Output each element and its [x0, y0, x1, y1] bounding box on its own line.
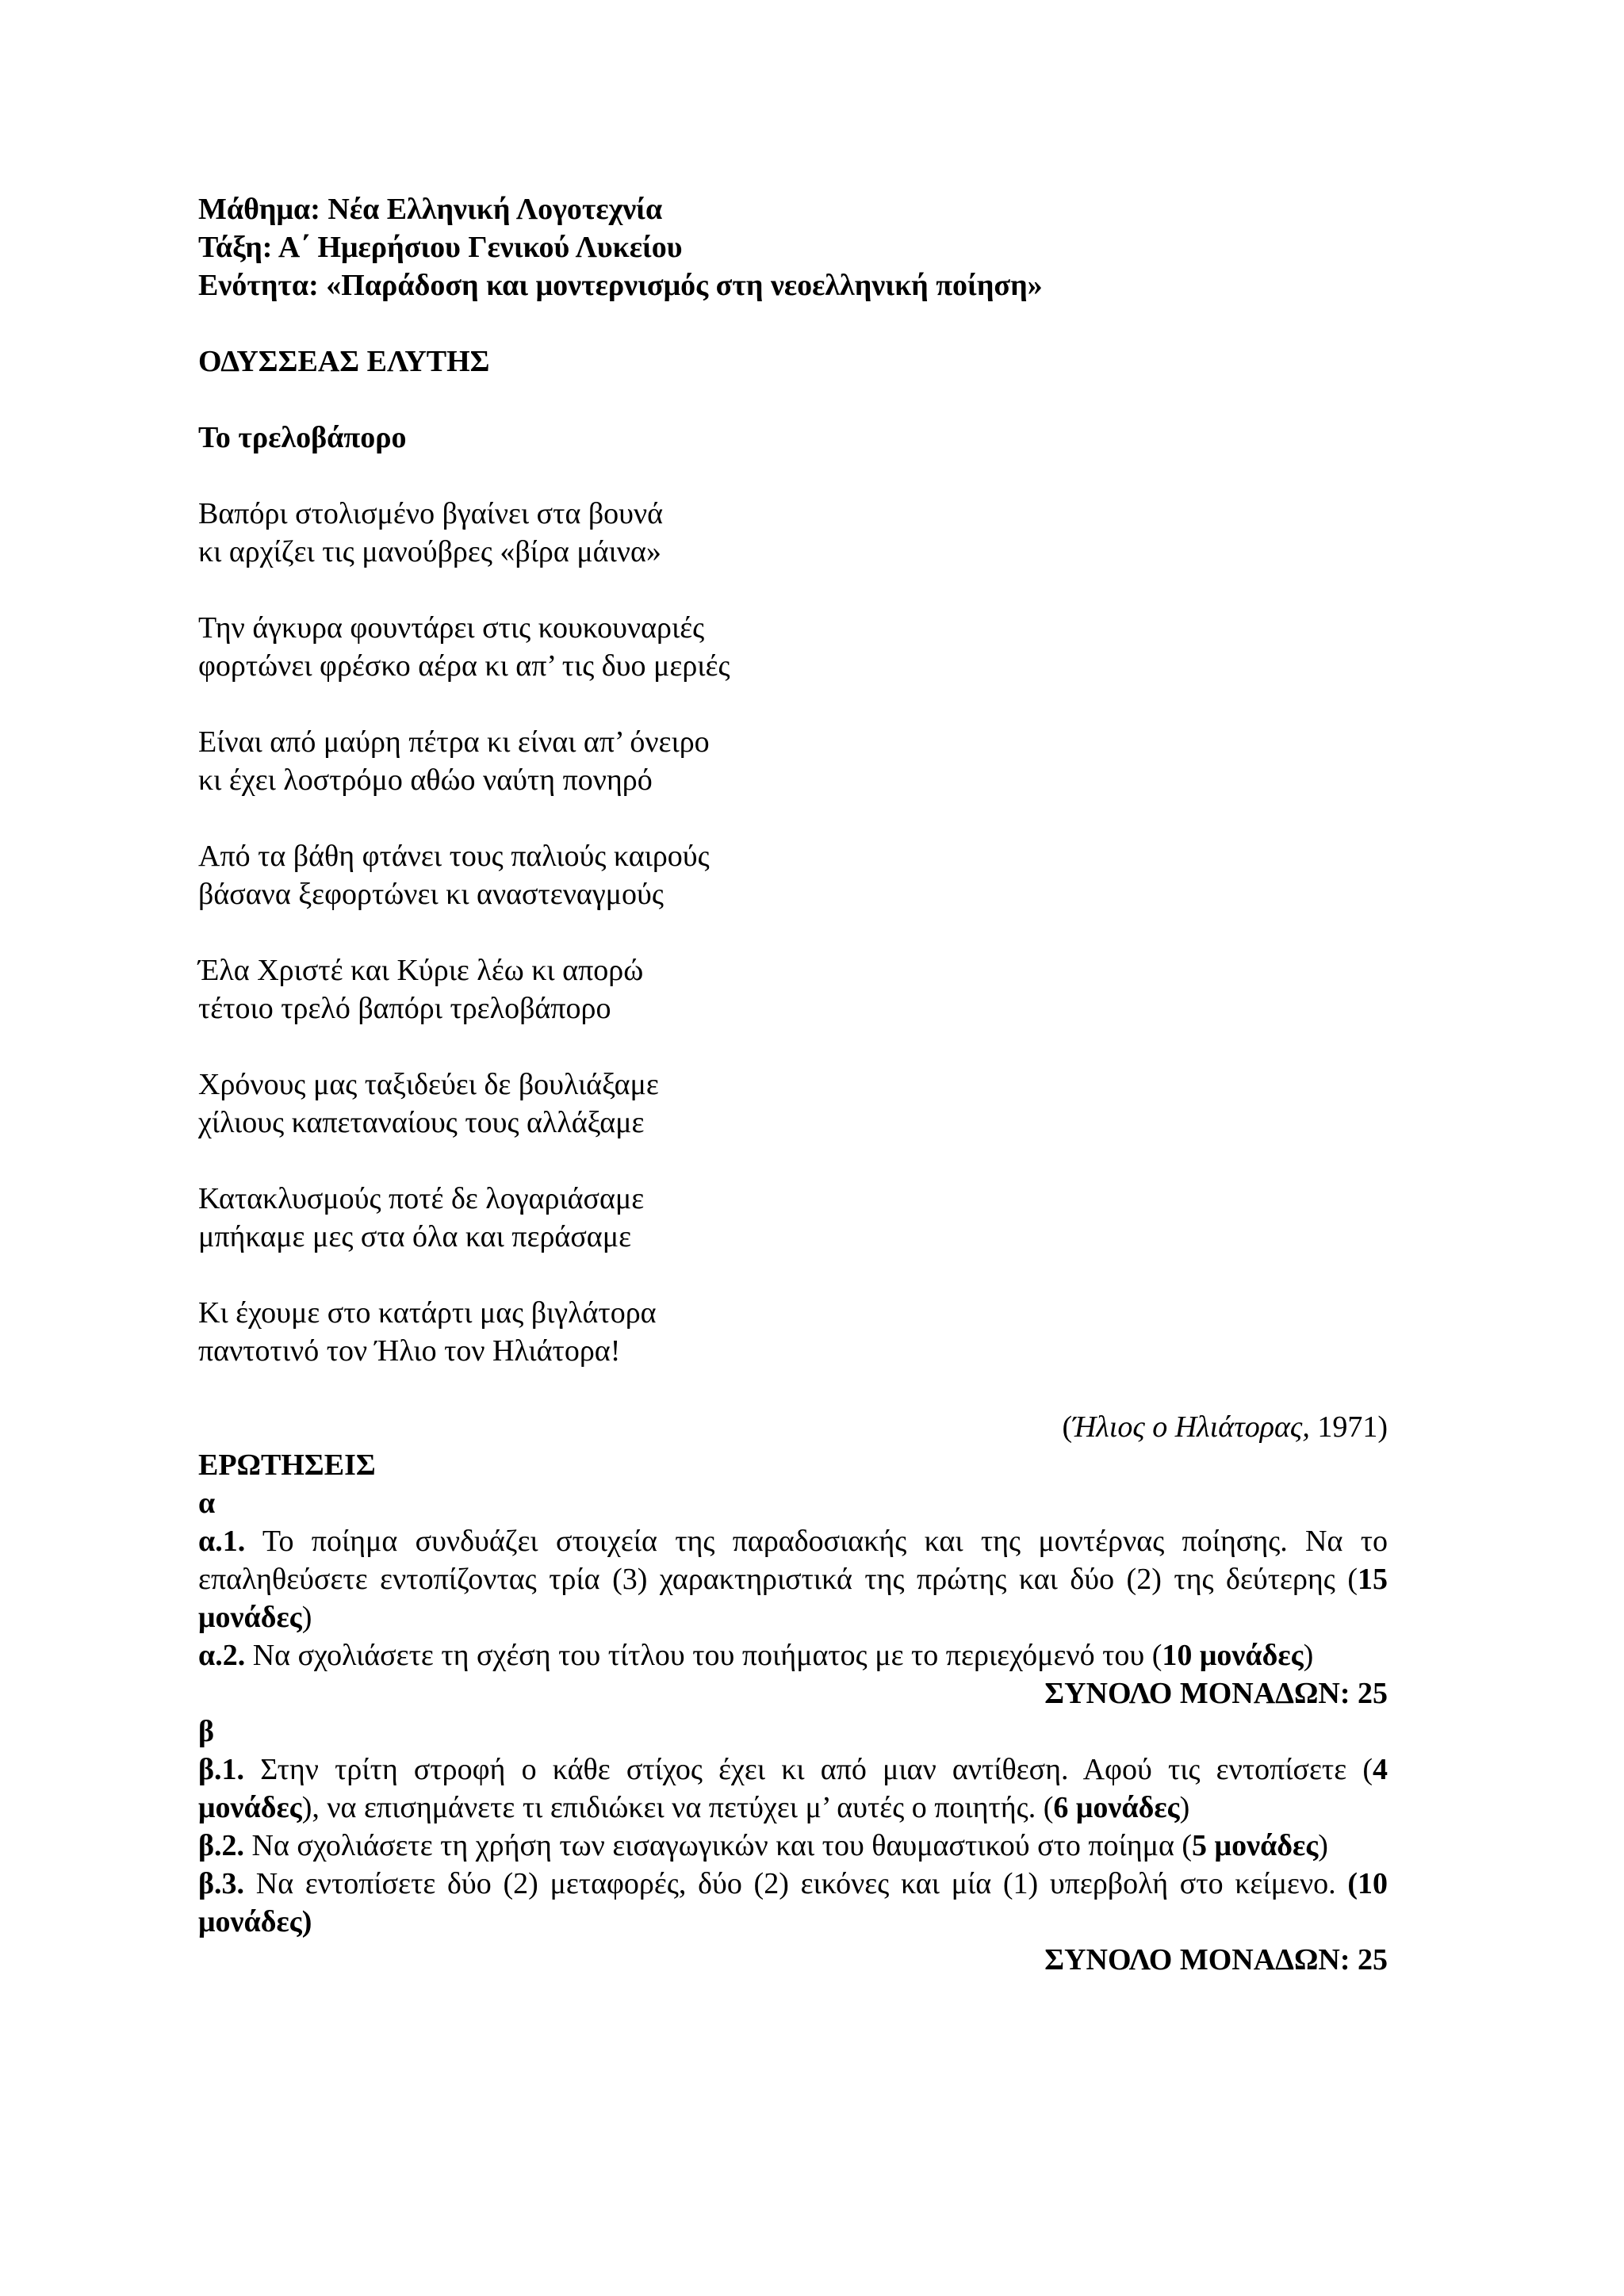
stanza	[198, 495, 1388, 571]
verse: Την άγκυρα φουντάρει στις κουκουναριές	[198, 611, 705, 645]
verse: Από τα βάθη φτάνει τους παλιούς καιρούς	[198, 840, 710, 873]
question-text: Στην τρίτη στροφή ο κάθε στίχος έχει κι από μιαν αντίθεση. Αφού τις εντοπίσετε (	[244, 1753, 1373, 1786]
verse: κι αρχίζει τις μανούβρες «βίρα μάινα»	[198, 535, 661, 568]
question-text: Να σχολιάσετε τη σχέση του τίτλου του ποιήματος με το περιεχόμενό του (	[245, 1639, 1162, 1672]
stanza	[198, 609, 1388, 685]
verse: τέτοιο τρελό βαπόρι τρελοβάπορο	[198, 992, 611, 1025]
verse: παντοτινό τον Ήλιο τον Ηλιάτορα!	[198, 1334, 621, 1368]
poem-title: Το τρελοβάπορο	[198, 421, 407, 454]
stanza	[198, 951, 1388, 1027]
question-close: )	[301, 1601, 312, 1634]
verse: Κατακλυσμούς ποτέ δε λογαριάσαμε	[198, 1182, 645, 1215]
questions-title: ΕΡΩΤΗΣΕΙΣ	[198, 1448, 376, 1482]
section-b-total: ΣΥΝΟΛΟ ΜΟΝΑΔΩΝ: 25	[1044, 1943, 1388, 1976]
question-points: 15 μονάδες	[198, 1563, 1388, 1634]
question-number: β.1.	[198, 1753, 245, 1786]
poem-source	[198, 1408, 1388, 1446]
verse: κι έχει λοστρόμο αθώο ναύτη πονηρό	[198, 763, 653, 797]
stanza	[198, 1294, 1388, 1370]
question-text: Να εντοπίσετε δύο (2) μεταφορές, δύο (2) εικόνες και μία (1) υπερβολή στο κείμενο.	[244, 1867, 1348, 1900]
section-a-total: ΣΥΝΟΛΟ ΜΟΝΑΔΩΝ: 25	[1044, 1677, 1388, 1710]
question-close: )	[1303, 1639, 1314, 1672]
question-number: β.2.	[198, 1829, 245, 1862]
question-b3	[198, 1865, 1388, 1941]
stanza	[198, 1066, 1388, 1142]
question-points: 5 μονάδες	[1192, 1829, 1319, 1862]
poet-name: ΟΔΥΣΣΕΑΣ ΕΛΥΤΗΣ	[198, 345, 490, 378]
source-open: (	[1062, 1410, 1073, 1444]
verse: Έλα Χριστέ και Κύριε λέω κι απορώ	[198, 954, 644, 987]
verse: μπήκαμε μες στα όλα και περάσαμε	[198, 1220, 632, 1253]
question-points: 4 μονάδες	[198, 1753, 1388, 1824]
question-number: β.3.	[198, 1867, 245, 1900]
question-text: Το ποίημα συνδυάζει στοιχεία της παραδοσιακής και της μοντέρνας ποίησης. Να το επαληθεύσετε εντοπίζοντας τρία (3) χαρακτηριστικά της πρώτης και δύο (2) της δεύτερης (	[198, 1525, 1388, 1596]
verse: Κι έχουμε στο κατάρτι μας βιγλάτορα	[198, 1296, 657, 1330]
question-close: )	[1179, 1791, 1190, 1824]
question-close: )	[301, 1905, 312, 1938]
question-text-mid: ), να επισημάνετε τι επιδιώκει να πετύχει μ’ αυτές ο ποιητής. (	[301, 1791, 1054, 1824]
class-line: Τάξη: Α΄ Ημερήσιου Γενικού Λυκείου	[198, 231, 683, 264]
verse: Βαπόρι στολισμένο βγαίνει στα βουνά	[198, 497, 664, 530]
poem	[198, 495, 1388, 1370]
question-a2	[198, 1636, 1388, 1674]
verse: χίλιους καπεταναίους τους αλλάξαμε	[198, 1106, 645, 1139]
stanza	[198, 723, 1388, 799]
source-year: 1971)	[1309, 1410, 1388, 1444]
document-header	[198, 190, 1388, 304]
question-b1	[198, 1751, 1388, 1827]
question-b2	[198, 1827, 1388, 1865]
source-book: Ήλιος ο Ηλιάτορας,	[1072, 1410, 1310, 1444]
verse: βάσανα ξεφορτώνει κι αναστεναγμούς	[198, 878, 664, 911]
subject-line: Μάθημα: Νέα Ελληνική Λογοτεχνία	[198, 193, 663, 226]
question-close: )	[1318, 1829, 1328, 1862]
question-points: 10 μονάδες	[1162, 1639, 1304, 1672]
question-number: α.2.	[198, 1639, 246, 1672]
question-points: 6 μονάδες	[1053, 1791, 1180, 1824]
verse: φορτώνει φρέσκο αέρα κι απ’ τις δυο μεριές	[198, 649, 730, 683]
question-a1	[198, 1522, 1388, 1636]
verse: Χρόνους μας ταξιδεύει δε βουλιάξαμε	[198, 1068, 659, 1101]
question-text: Να σχολιάσετε τη χρήση των εισαγωγικών και του θαυμαστικού στο ποίημα (	[244, 1829, 1193, 1862]
section-a-label: α	[198, 1487, 216, 1520]
stanza	[198, 1180, 1388, 1256]
section-b-label: β	[198, 1715, 215, 1748]
stanza	[198, 837, 1388, 913]
unit-line: Ενότητα: «Παράδοση και μοντερνισμός στη νεοελληνική ποίηση»	[198, 269, 1043, 302]
question-points: (10 μονάδες	[198, 1867, 1388, 1938]
document-page	[198, 190, 1388, 1979]
question-number: α.1.	[198, 1525, 246, 1558]
verse: Είναι από μαύρη πέτρα κι είναι απ’ όνειρο	[198, 725, 710, 759]
